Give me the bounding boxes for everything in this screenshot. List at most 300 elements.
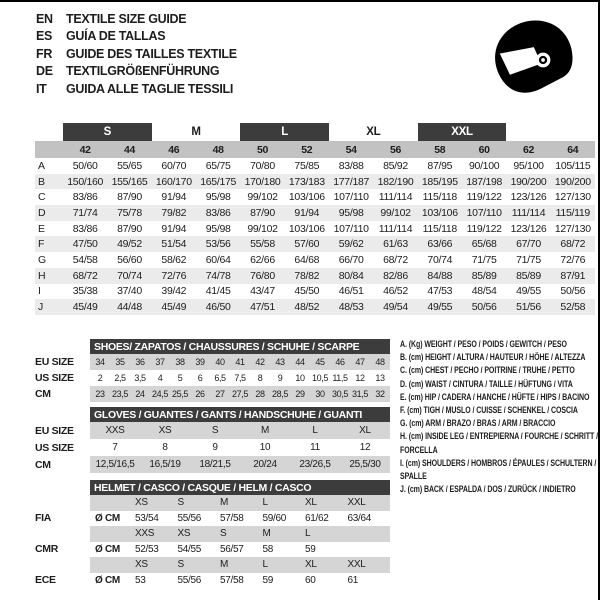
row-values [90,439,390,456]
size-cell: 75/85 [294,159,320,172]
size-cell: 66/70 [338,253,364,266]
value-cell: 61/62 [305,512,329,524]
size-cell: 85/89 [471,269,497,282]
size-column-header: 50 [256,143,269,156]
language-code: DE [36,64,53,79]
table-title: SHOES/ ZAPATOS / CHAUSSURES / SCHUHE / SCARPE [90,339,390,354]
language-title: GUIDA ALLE TAGLIE TESSILI [66,81,234,96]
value-cell: 55/56 [177,574,202,586]
size-cell: 95/100 [513,159,544,172]
language-line [36,10,237,28]
value-cell: 24,5 [152,389,168,399]
legend-item: I. (cm) SHOULDERS / HOMBROS / ÉPAULES / SCHULTERN / SPALLE [400,457,597,482]
size-cell: 105/115 [555,159,591,172]
value-cell: S [211,425,219,436]
language-title: GUÍA DE TALLAS [66,29,166,44]
size-cell: 63/66 [427,238,453,251]
size-cell: 185/195 [421,175,458,188]
legend-item: J. (cm) BACK / ESPALDA / DOS / ZURÜCK / INDIETRO [400,484,576,495]
language-title: TEXTILGRÖßENFÜHRUNG [66,64,220,79]
size-cell: 67/70 [516,238,541,251]
size-cell: 177/187 [333,175,370,188]
size-cell: 160/170 [155,175,192,188]
value-cell: 12 [359,442,371,453]
size-column-header: 48 [212,143,224,156]
size-cell: 51/54 [161,238,187,251]
row-values [90,386,390,402]
unit-cell [90,495,135,511]
row-label: D [38,206,46,219]
legend-item: B. (cm) HEIGHT / ALTURA / HAUTEUR / HÖHE / ALTEZZA [400,352,586,363]
value-cell: 34 [95,357,105,367]
size-cell: 68/72 [72,269,98,282]
table-row [35,354,395,370]
table-row [35,557,395,573]
value-cell: 18/21,5 [199,459,231,470]
size-cell: 115/119 [555,206,590,219]
value-cell: 8 [257,373,263,383]
row-label: US SIZE [35,441,74,454]
size-cell: 48/54 [471,285,497,298]
size-cell: 45/49 [72,301,98,314]
value-cell: 46 [335,357,345,367]
value-cell: 56/57 [220,543,244,555]
size-cell: 150/160 [67,175,104,188]
value-cell: 16,5/19 [149,459,181,470]
language-title: GUIDE DES TAILLES TEXTILE [66,46,237,61]
table-row [35,526,395,542]
value-cell: 31,5 [352,389,368,399]
value-cell: L [305,528,311,540]
size-column-header: 52 [301,143,313,156]
legend-item: G. (cm) ARM / BRAZO / BRAS / ARM / BRACCIO [400,418,556,429]
size-cell: 87/90 [250,206,275,219]
size-cell: 187/198 [466,175,503,188]
legend-item: E. (cm) HIP / CADERA / HANCHE / HÜFTE / HIPS / BACINO [400,391,590,402]
size-column-header: 42 [79,143,91,156]
size-column-header: 58 [434,143,446,156]
size-cell: 48/52 [294,301,320,314]
size-cell: 45/50 [294,285,320,298]
size-table-row [35,205,595,221]
row-label: B [38,175,45,188]
size-cell: 47/50 [72,238,98,251]
size-cell: 53/56 [205,238,231,251]
size-cell: 60/64 [205,253,231,266]
size-cell: 46/51 [338,285,364,298]
size-cell: 84/88 [427,269,453,282]
row-label: US SIZE [35,372,74,384]
value-cell: 11,5 [332,373,348,383]
size-cell: 75/78 [117,206,142,219]
row-values [90,511,390,527]
row-label: A [38,159,45,172]
size-cell: 190/200 [554,175,591,188]
value-cell: 2,5 [114,373,126,383]
size-table-row [35,252,595,268]
row-label: EU SIZE [35,356,74,368]
value-cell: XS [135,497,148,509]
size-cell: 71/75 [471,253,497,266]
size-cell: 111/114 [378,222,413,235]
size-cell: 190/200 [510,175,547,188]
size-column-header: 54 [345,143,357,156]
value-cell: 28 [255,389,265,399]
row-label: C [38,191,46,204]
size-cell: 85/92 [383,159,408,172]
value-cell: 59 [262,574,274,586]
size-cell: 50/56 [560,285,586,298]
legend-item: D. (cm) WAIST / CINTURA / TAILLE / HÜFTUNG / VITA [400,378,573,389]
value-cell: 23,5 [112,389,128,399]
size-cell: 99/102 [247,222,278,235]
table-title: GLOVES / GUANTES / GANTS / HANDSCHUHE / GUANTI [90,407,390,422]
value-cell: 39 [195,357,205,367]
row-values [90,495,390,511]
value-cell: XL [305,559,317,571]
size-cell: 107/110 [466,206,502,219]
value-cell [348,542,391,558]
legend-item: A. (Kg) WEIGHT / PESO / POIDS / GEWITCH / PESO [400,339,567,349]
table-row [35,456,395,473]
size-cell: 76/80 [250,269,275,282]
value-cell: XXS [135,528,155,540]
value-cell: S [177,559,184,571]
size-cell: 103/106 [288,191,325,204]
language-code: EN [36,11,53,26]
size-cell: 95/98 [338,206,364,219]
value-cell: 59 [305,543,316,555]
value-cell: 26 [195,389,205,399]
value-cell: 24 [135,389,145,399]
language-code: IT [36,81,47,96]
size-cell: 103/106 [421,206,458,219]
row-label [35,557,90,573]
size-cell: 35/38 [72,285,98,298]
value-cell: 23/26,5 [299,459,331,470]
size-group-label: M [191,126,201,138]
value-cell: 63/64 [347,512,372,524]
value-cell: XS [177,528,191,540]
size-table-row [35,299,595,315]
size-cell: 55/65 [117,159,142,172]
table-row [35,495,395,511]
value-cell: XS [135,559,148,571]
size-cell: 47/53 [427,285,453,298]
size-cell: 111/114 [511,206,546,219]
size-cell: 83/86 [72,191,98,204]
value-cell: XXS [105,425,125,436]
size-column-header: 46 [168,143,180,156]
size-cell: 165/175 [200,175,237,188]
value-cell: 25,5/30 [349,459,381,470]
gloves-size-table [35,407,395,473]
language-line [36,80,237,98]
language-title-list [36,10,237,98]
size-cell: 155/165 [111,175,148,188]
size-table-row [35,268,595,284]
value-cell: XXL [347,497,366,509]
size-cell: 61/63 [383,238,408,251]
textile-size-table [35,123,595,315]
value-cell: 44 [295,357,305,367]
value-cell: M [220,559,229,571]
size-group-label: L [240,123,329,141]
size-cell: 87/90 [117,222,142,235]
value-cell: 27,5 [232,389,248,399]
value-cell: 52/53 [135,543,159,555]
row-label: H [38,269,46,282]
racing-helmet-icon [486,14,578,106]
size-column-header: 56 [389,143,402,156]
size-cell: 95/98 [205,191,231,204]
language-title: TEXTILE SIZE GUIDE [66,11,187,26]
row-values [90,456,390,473]
unit-cell: Ø CM [95,543,120,555]
value-cell: 25,5 [172,389,188,399]
size-group-label: S [63,123,152,141]
language-line [36,28,237,46]
size-cell: 90/100 [468,159,500,172]
size-cell: 91/94 [161,222,187,235]
row-values [90,557,390,573]
size-cell: 115/118 [422,222,457,235]
value-cell: 7 [112,442,118,453]
size-cell: 70/80 [250,159,275,172]
unit-cell: Ø CM [95,574,120,586]
size-cell: 47/51 [250,301,275,314]
value-cell: 6 [197,373,203,383]
value-cell: 30 [315,389,325,399]
value-cell: 10 [295,373,305,383]
size-cell: 123/126 [510,191,547,204]
size-cell: 43/47 [250,285,275,298]
row-label [35,495,90,511]
table-row [35,370,395,386]
value-cell: 5 [177,373,183,383]
value-cell: S [177,497,184,509]
size-cell: 87/91 [560,269,586,282]
value-cell: 12 [355,373,365,383]
value-cell: M [262,528,271,540]
unit-cell [90,526,135,542]
size-cell: 170/180 [244,175,281,188]
size-cell: 50/60 [72,159,98,172]
value-cell: 53 [135,574,146,586]
size-cell: 56/60 [117,253,142,266]
value-cell: 41 [235,357,245,367]
value-cell: 10 [259,442,271,453]
value-cell: 47 [355,357,365,367]
size-cell: 78/82 [294,269,320,282]
size-cell: 41/45 [205,285,231,298]
row-label: J [38,301,43,314]
row-values [90,422,390,439]
value-cell: XL [359,425,371,436]
value-cell: M [220,497,229,509]
size-cell: 119/122 [466,222,502,235]
size-cell: 46/52 [383,285,408,298]
row-label: CM [35,458,51,471]
value-cell: 57/58 [220,512,244,524]
size-group-row [35,123,595,141]
size-column-header: 62 [522,143,535,156]
value-cell: M [260,425,270,436]
legend-item: F. (cm) TIGH / MUSLO / CUISSE / SCHENKEL / COSCIA [400,405,578,416]
table-row [35,573,395,589]
size-cell: 111/114 [378,191,413,204]
value-cell: 37 [155,357,165,367]
size-cell: 52/58 [560,301,586,314]
unit-cell: Ø CM [95,512,120,524]
size-cell: 80/84 [338,269,364,282]
size-cell: 49/55 [427,301,453,314]
value-cell: L [312,425,318,436]
size-column-header: 64 [567,143,579,156]
value-cell: 55/56 [177,512,202,524]
size-table-row [35,221,595,237]
value-cell: 29 [295,389,305,399]
value-cell: 45 [315,357,325,367]
value-cell: 54/55 [177,543,202,555]
size-cell: 83/86 [205,206,231,219]
value-cell: L [262,559,268,571]
value-cell: 2 [97,373,103,383]
size-table-row [35,284,595,300]
shoes-size-table [35,339,395,402]
row-label: ECE [35,574,56,587]
value-cell: 42 [255,357,265,367]
value-cell: 10,5 [312,373,328,383]
value-cell: 28,5 [272,389,288,399]
size-cell: 99/102 [380,206,411,219]
value-cell: 4 [157,373,163,383]
table-title: HELMET / CASCO / CASQUE / HELM / CASCO [90,480,390,495]
size-cell: 107/110 [333,191,369,204]
value-cell: 48 [375,357,385,367]
value-cell: 32 [375,389,385,399]
size-cell: 68/72 [383,253,408,266]
value-cell: 23 [95,389,105,399]
value-cell: 11 [310,442,320,453]
value-cell: 36 [135,357,145,367]
size-cell: 107/110 [333,222,369,235]
size-column-header: 44 [123,143,136,156]
value-cell: S [220,528,227,540]
size-number-row [35,141,595,158]
row-label: CMR [35,543,59,556]
size-cell: 54/58 [72,253,98,266]
row-label: FIA [35,512,52,525]
value-cell: 7,5 [234,373,246,383]
value-cell: 60 [305,574,316,586]
value-cell: 61 [347,574,359,586]
size-cell: 87/90 [117,191,142,204]
measurement-legend [400,338,600,496]
value-cell: 12,5/16,5 [95,459,135,470]
value-cell: 40 [215,357,225,367]
table-row [35,439,395,456]
row-values [90,354,390,370]
value-cell: 59/60 [262,512,287,524]
language-code: ES [36,29,53,44]
size-table-row [35,236,595,252]
size-cell: 59/62 [338,238,364,251]
value-cell: XL [305,497,317,509]
size-cell: 115/118 [422,191,457,204]
unit-cell [90,557,135,573]
row-label: I [38,285,41,298]
value-cell: XXL [347,559,366,571]
size-table-row [35,158,595,174]
size-cell: 119/122 [466,191,502,204]
table-row [35,422,395,439]
size-cell: 83/88 [338,159,364,172]
value-cell [348,526,391,542]
size-cell: 37/40 [117,285,142,298]
size-cell: 48/53 [338,301,364,314]
language-code: FR [36,46,53,61]
value-cell: L [262,497,268,509]
size-group-label: XXL [418,123,507,141]
size-cell: 44/48 [117,301,142,314]
legend-item: C. (cm) CHEST / PECHO / POITRINE / TRUHE / PETTO [400,365,575,376]
legend-item: H. (cm) INSIDE LEG / ENTREPIERNA / FOURCHE / SCHRITT / FORCELLA [400,431,598,455]
size-cell: 70/74 [117,269,142,282]
size-table-row [35,189,595,205]
size-cell: 182/190 [377,175,414,188]
size-cell: 127/130 [554,191,591,204]
row-label: E [38,222,45,235]
size-cell: 71/74 [72,206,98,219]
size-cell: 65/68 [471,238,497,251]
row-values [90,573,390,589]
size-data-rows [35,158,595,315]
size-table-row [35,174,595,190]
table-row [35,511,395,527]
row-label: G [38,253,46,266]
size-cell: 64/68 [294,253,320,266]
size-cell: 123/126 [510,222,547,235]
language-line [36,63,237,81]
row-label: EU SIZE [35,424,74,437]
table-row [35,542,395,558]
value-cell: 3,5 [134,373,146,383]
language-line [36,45,237,63]
value-cell: XS [158,425,172,436]
value-cell: 38 [175,357,185,367]
value-cell: 43 [275,357,285,367]
size-cell: 79/82 [161,206,187,219]
size-column-header: 60 [478,143,490,156]
value-cell: 6,5 [214,373,226,383]
value-cell: 8 [162,442,168,453]
row-values [90,526,390,542]
size-cell: 127/130 [554,222,591,235]
value-cell: 53/54 [135,512,159,524]
row-label: CM [35,388,51,400]
size-cell: 95/98 [205,222,231,235]
size-cell: 60/70 [161,159,187,172]
size-cell: 173/183 [288,175,325,188]
size-cell: 57/60 [294,238,320,251]
table-row [35,386,395,402]
helmet-size-table [35,480,395,588]
size-cell: 72/76 [560,253,586,266]
value-cell: 35 [115,357,125,367]
value-cell: 57/58 [220,574,244,586]
size-cell: 58/62 [161,253,187,266]
